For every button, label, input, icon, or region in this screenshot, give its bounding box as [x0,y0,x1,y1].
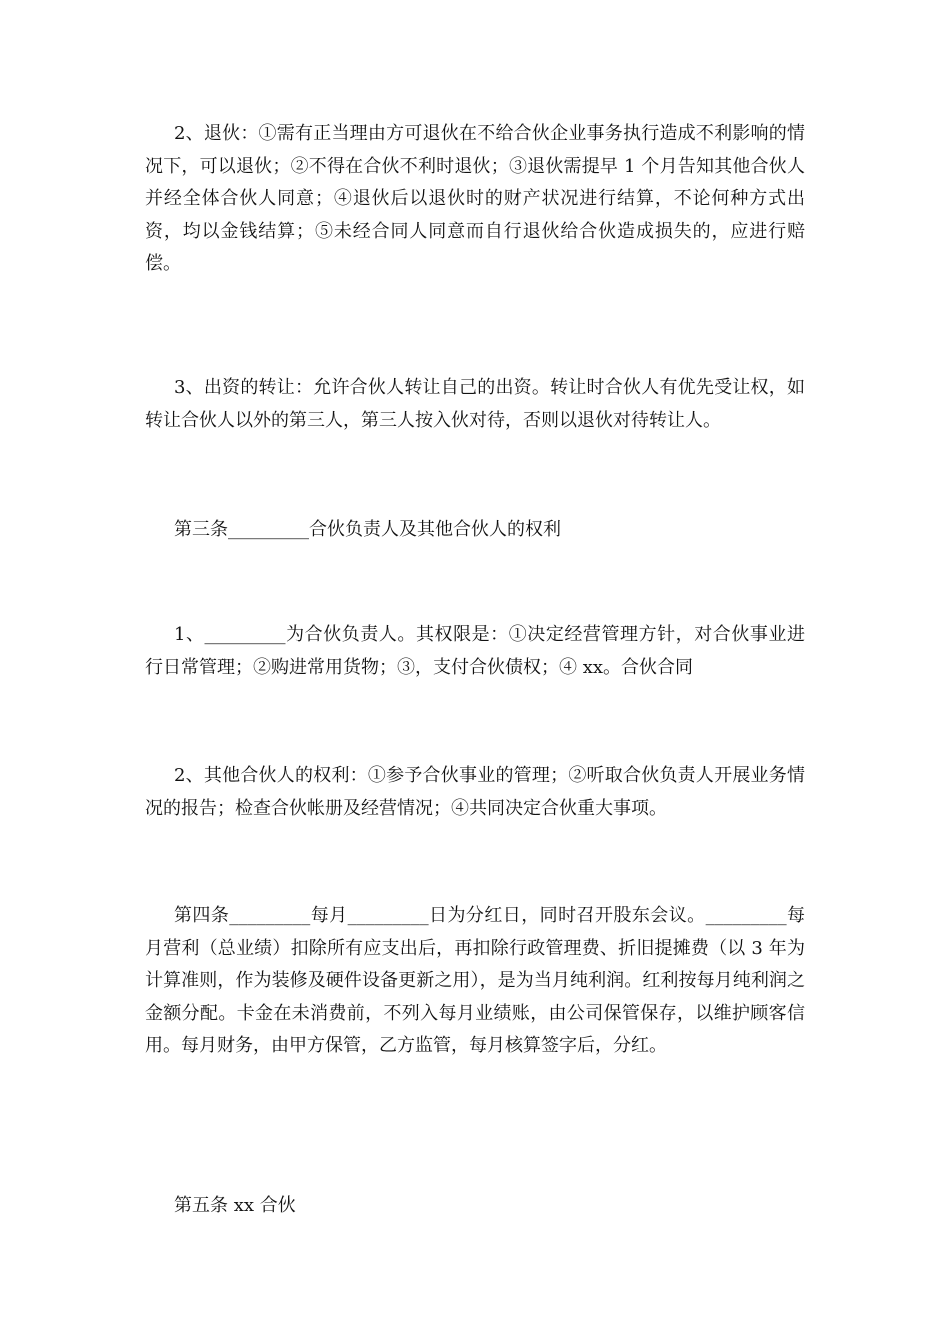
paragraph-article-three-heading: 第三条_________合伙负责人及其他合伙人的权利 [174,519,561,540]
paragraph-capital-transfer: 3、出资的转让：允许合伙人转让自己的出资。转让时合伙人有优先受让权，如转让合伙人以外的第三人，第三人按入伙对待，否则以退伙对待转让人。 [145,377,805,431]
paragraph-other-partners-rights: 2、其他合伙人的权利：①参予合伙事业的管理；②听取合伙负责人开展业务情况的报告；检查合伙帐册及经营情况；④共同决定合伙重大事项。 [145,765,805,819]
paragraph-withdrawal: 2、退伙：①需有正当理由方可退伙在不给合伙企业事务执行造成不利影响的情况下，可以退伙；②不得在合伙不利时退伙；③退伙需提早 1 个月告知其他合伙人并经全体合伙人同意；④退伙后以退伙时的财产状况进行结算，不论何种方式出资，均以金钱结算；⑤未经合同人同意而自行退伙给合伙造成损失的，应进行赔偿。 [145,123,805,274]
paragraph-article-four-dividends: 第四条_________每月_________日为分红日，同时召开股东会议。_________每月营利（总业绩）扣除所有应支出后，再扣除行政管理费、折旧提摊费（以 3 年为计算准则，作为装修及硬件设备更新之用），是为当月纯利润。红利按每月纯利润之金额分配。卡金在未消费前，不列入每月业绩账，由公司保管保存，以维护顾客信用。每月财务，由甲方保管，乙方监管，每月核算签字后，分红。 [145,905,805,1056]
paragraph-article-five-heading: 第五条 xx 合伙 [174,1195,296,1216]
paragraph-partner-in-charge: 1、_________为合伙负责人。其权限是：①决定经营管理方针，对合伙事业进行日常管理；②购进常用货物；③，支付合伙债权；④ xx。合伙合同 [145,624,805,678]
